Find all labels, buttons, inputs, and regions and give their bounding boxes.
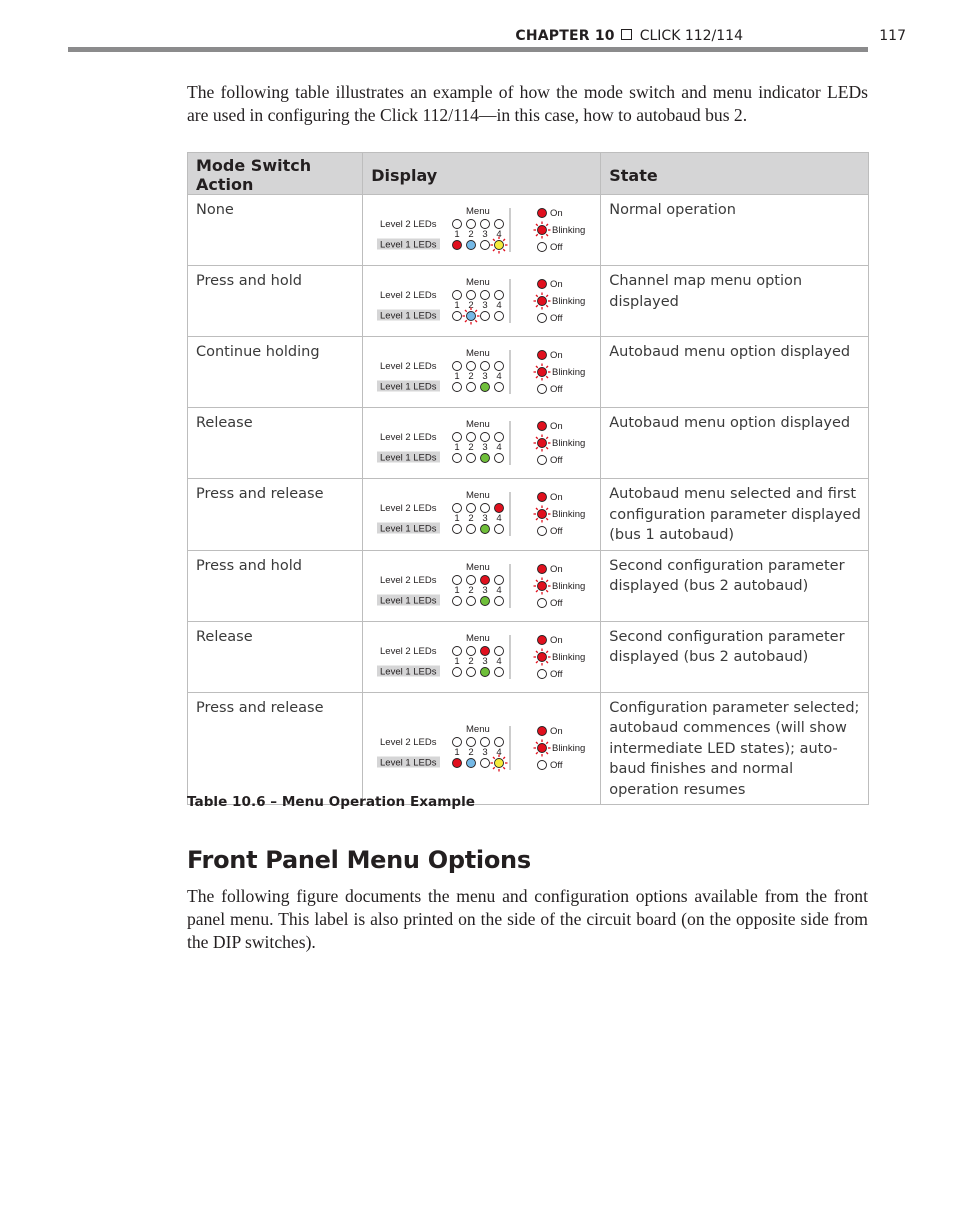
blink-ray	[536, 376, 538, 378]
led-diagram	[363, 195, 600, 265]
level1-led	[467, 525, 476, 534]
menu-operation-table	[187, 152, 869, 805]
level2-led	[453, 737, 462, 746]
level1-led	[481, 758, 490, 767]
level2-led	[495, 433, 504, 442]
level2-led	[481, 291, 490, 300]
led-number: 1	[454, 229, 460, 240]
level1-led	[467, 241, 476, 250]
state-cell: Configuration parameter selected; autobaud commences (will show intermediate LED states); auto-baud finishes and normal operation resumes	[601, 692, 869, 805]
blink-ray	[493, 756, 495, 758]
blink-ray	[546, 295, 548, 297]
blink-ray	[536, 741, 538, 743]
menu-label: Menu	[466, 277, 490, 288]
mode-action-cell: Press and hold	[188, 266, 363, 337]
state-cell: Autobaud menu selected and first configuration parameter displayed (bus 1 autobaud)	[601, 479, 869, 551]
mode-action-cell: None	[188, 195, 363, 266]
state-cell: Autobaud menu option displayed	[601, 408, 869, 479]
legend-off-label: Off	[550, 759, 563, 771]
level1-led	[467, 758, 476, 767]
led-number: 1	[454, 371, 460, 382]
legend-on-led	[538, 280, 547, 289]
table-row	[188, 408, 869, 479]
led-number: 4	[496, 371, 502, 382]
legend-off-label: Off	[550, 242, 563, 253]
legend-on-led	[538, 493, 547, 502]
legend-blinking-label: Blinking	[552, 580, 586, 592]
led-display-cell	[363, 195, 601, 266]
blink-ray	[465, 310, 467, 312]
level1-led	[467, 312, 476, 321]
table-row	[188, 550, 869, 621]
legend-on-label: On	[550, 421, 563, 432]
legend-blink-led	[538, 652, 547, 661]
menu-label: Menu	[466, 206, 490, 217]
legend-on-led	[538, 726, 547, 735]
menu-label: Menu	[466, 723, 490, 735]
level2-led	[495, 220, 504, 229]
led-number: 3	[482, 584, 488, 596]
led-display-cell	[363, 550, 601, 621]
intro-paragraph: The following table illustrates an example of how the mode switch and menu indicator LEDs are used in configuring the Click 112/114—in this case, how to autobaud bus 2.	[187, 82, 868, 125]
legend-off-led	[538, 669, 547, 678]
blink-ray	[546, 508, 548, 510]
blink-ray	[536, 518, 538, 520]
level1-led	[481, 383, 490, 392]
legend-off-label: Off	[550, 455, 563, 466]
level2-led	[481, 504, 490, 513]
blink-ray	[546, 376, 548, 378]
level1-led	[467, 596, 476, 605]
blink-ray	[536, 447, 538, 449]
level1-label: Level 1 LEDs	[380, 452, 437, 464]
level2-label: Level 2 LEDs	[380, 432, 437, 443]
menu-label: Menu	[466, 419, 490, 430]
legend-on-label: On	[550, 350, 563, 361]
legend-off-label: Off	[550, 597, 563, 609]
level2-label: Level 2 LEDs	[380, 645, 437, 657]
level2-led	[467, 433, 476, 442]
blink-ray	[493, 249, 495, 251]
level1-label: Level 1 LEDs	[380, 381, 437, 393]
legend-on-label: On	[550, 563, 563, 575]
level2-led	[467, 291, 476, 300]
level1-led	[495, 383, 504, 392]
led-number: 2	[468, 513, 474, 524]
level2-led	[467, 504, 476, 513]
column-header: Display	[363, 153, 601, 195]
legend-off-led	[538, 456, 547, 465]
legend-blinking-label: Blinking	[552, 651, 586, 663]
led-number: 4	[496, 229, 502, 240]
running-head	[515, 28, 743, 44]
led-display-cell	[363, 621, 601, 692]
legend-off-label: Off	[550, 668, 563, 680]
legend-off-led	[538, 598, 547, 607]
chapter-label: CHAPTER 10	[515, 28, 615, 44]
led-number: 1	[454, 513, 460, 524]
mode-action-cell: Continue holding	[188, 337, 363, 408]
legend-blink-led	[538, 297, 547, 306]
legend-blinking-label: Blinking	[552, 367, 586, 378]
page-number: 117	[879, 28, 906, 44]
legend-blink-led	[538, 439, 547, 448]
level1-label: Level 1 LEDs	[380, 523, 437, 535]
led-display-cell	[363, 337, 601, 408]
state-cell: Autobaud menu option displayed	[601, 337, 869, 408]
legend-on-led	[538, 209, 547, 218]
blink-ray	[536, 437, 538, 439]
blink-ray	[536, 366, 538, 368]
level2-label: Level 2 LEDs	[380, 574, 437, 586]
level1-led	[467, 454, 476, 463]
led-number: 4	[496, 513, 502, 524]
level2-led	[481, 220, 490, 229]
blink-ray	[546, 234, 548, 236]
blink-ray	[546, 579, 548, 581]
level1-led	[453, 758, 462, 767]
legend-on-led	[538, 422, 547, 431]
blink-ray	[546, 447, 548, 449]
separator-box	[621, 29, 632, 40]
led-number: 1	[454, 655, 460, 667]
blink-ray	[536, 661, 538, 663]
table-header-row	[188, 153, 869, 195]
legend-off-led	[538, 243, 547, 252]
level1-led	[481, 667, 490, 676]
blink-ray	[493, 767, 495, 769]
level1-led	[495, 312, 504, 321]
legend-blink-led	[538, 226, 547, 235]
led-number: 2	[468, 584, 474, 596]
legend-blinking-label: Blinking	[552, 225, 586, 236]
level2-led	[495, 504, 504, 513]
legend-blinking-label: Blinking	[552, 509, 586, 520]
level2-led	[495, 737, 504, 746]
legend-off-led	[538, 760, 547, 769]
level1-led	[495, 525, 504, 534]
table-row	[188, 692, 869, 805]
legend-blink-led	[538, 581, 547, 590]
legend-blinking-label: Blinking	[552, 296, 586, 307]
legend-blinking-label: Blinking	[552, 742, 586, 754]
led-diagram	[363, 408, 600, 478]
blink-ray	[465, 320, 467, 322]
legend-blink-led	[538, 510, 547, 519]
legend-on-led	[538, 635, 547, 644]
level1-led	[495, 667, 504, 676]
level1-led	[495, 596, 504, 605]
led-number: 4	[496, 584, 502, 596]
level2-led	[495, 646, 504, 655]
state-cell: Channel map menu option displayed	[601, 266, 869, 337]
level1-led	[495, 241, 504, 250]
led-number: 4	[496, 655, 502, 667]
blink-ray	[536, 508, 538, 510]
led-diagram	[363, 622, 600, 692]
led-diagram	[363, 337, 600, 407]
level2-led	[467, 220, 476, 229]
led-number: 4	[496, 300, 502, 311]
level2-led	[481, 433, 490, 442]
led-display-cell	[363, 266, 601, 337]
level2-label: Level 2 LEDs	[380, 736, 437, 748]
level1-led	[453, 596, 462, 605]
legend-on-led	[538, 564, 547, 573]
legend-blink-led	[538, 743, 547, 752]
mode-action-cell: Press and hold	[188, 550, 363, 621]
blink-ray	[546, 590, 548, 592]
led-number: 3	[482, 371, 488, 382]
menu-label: Menu	[466, 561, 490, 573]
blink-ray	[546, 661, 548, 663]
level2-led	[467, 646, 476, 655]
led-number: 2	[468, 655, 474, 667]
level2-label: Level 2 LEDs	[380, 290, 437, 301]
level2-led	[453, 291, 462, 300]
level2-led	[453, 220, 462, 229]
blink-ray	[546, 305, 548, 307]
blink-ray	[546, 518, 548, 520]
level2-label: Level 2 LEDs	[380, 219, 437, 230]
blink-ray	[503, 767, 505, 769]
table-caption: Table 10.6 – Menu Operation Example	[187, 794, 475, 810]
led-number: 1	[454, 442, 460, 453]
menu-label: Menu	[466, 632, 490, 644]
level2-led	[453, 433, 462, 442]
header-rule	[68, 47, 868, 52]
legend-off-led	[538, 527, 547, 536]
led-display-cell	[363, 692, 601, 805]
level2-led	[495, 291, 504, 300]
table-row	[188, 621, 869, 692]
blink-ray	[536, 752, 538, 754]
menu-label: Menu	[466, 348, 490, 359]
legend-blink-led	[538, 368, 547, 377]
led-number: 1	[454, 300, 460, 311]
led-number: 2	[468, 371, 474, 382]
blink-ray	[546, 752, 548, 754]
blink-ray	[503, 249, 505, 251]
blink-ray	[475, 320, 477, 322]
state-cell: Normal operation	[601, 195, 869, 266]
mode-action-cell: Release	[188, 621, 363, 692]
table-row	[188, 195, 869, 266]
blink-ray	[536, 234, 538, 236]
led-number: 3	[482, 442, 488, 453]
level1-led	[481, 525, 490, 534]
blink-ray	[546, 650, 548, 652]
led-number: 4	[496, 442, 502, 453]
level1-led	[453, 667, 462, 676]
state-cell: Second configuration parameter displayed (bus 2 autobaud)	[601, 550, 869, 621]
mode-action-cell: Release	[188, 408, 363, 479]
column-header: State	[601, 153, 869, 195]
blink-ray	[493, 239, 495, 241]
led-number: 3	[482, 300, 488, 311]
led-diagram	[363, 693, 600, 803]
level1-led	[453, 454, 462, 463]
legend-off-led	[538, 385, 547, 394]
led-diagram	[363, 266, 600, 336]
level2-led	[453, 362, 462, 371]
led-number: 2	[468, 229, 474, 240]
level1-led	[467, 383, 476, 392]
led-diagram	[363, 479, 600, 549]
blink-ray	[546, 741, 548, 743]
blink-ray	[536, 295, 538, 297]
blink-ray	[503, 239, 505, 241]
level2-led	[467, 362, 476, 371]
led-number: 1	[454, 746, 460, 758]
legend-blinking-label: Blinking	[552, 438, 586, 449]
column-header: Mode Switch Action	[188, 153, 363, 195]
level2-led	[481, 646, 490, 655]
led-number: 2	[468, 442, 474, 453]
level1-led	[481, 312, 490, 321]
level2-led	[481, 575, 490, 584]
blink-ray	[475, 310, 477, 312]
mode-action-cell: Press and release	[188, 692, 363, 805]
level2-label: Level 2 LEDs	[380, 361, 437, 372]
level1-led	[481, 454, 490, 463]
level1-led	[453, 312, 462, 321]
page-header	[68, 26, 906, 46]
table-row	[188, 337, 869, 408]
level2-led	[467, 575, 476, 584]
level1-led	[453, 383, 462, 392]
blink-ray	[546, 437, 548, 439]
blink-ray	[536, 305, 538, 307]
legend-off-label: Off	[550, 313, 563, 324]
legend-on-label: On	[550, 634, 563, 646]
level1-led	[495, 454, 504, 463]
led-number: 2	[468, 746, 474, 758]
blink-ray	[536, 590, 538, 592]
state-cell: Second configuration parameter displayed (bus 2 autobaud)	[601, 621, 869, 692]
blink-ray	[536, 224, 538, 226]
blink-ray	[536, 579, 538, 581]
led-display-cell	[363, 408, 601, 479]
product-label: CLICK 112/114	[639, 28, 743, 44]
legend-off-led	[538, 314, 547, 323]
level2-led	[453, 646, 462, 655]
level1-led	[453, 525, 462, 534]
section-heading: Front Panel Menu Options	[187, 846, 531, 874]
level1-label: Level 1 LEDs	[380, 666, 437, 677]
legend-on-label: On	[550, 279, 563, 290]
led-number: 3	[482, 746, 488, 758]
legend-off-label: Off	[550, 384, 563, 395]
led-diagram	[363, 551, 600, 621]
led-number: 3	[482, 655, 488, 667]
level2-led	[481, 737, 490, 746]
led-number: 3	[482, 229, 488, 240]
level2-led	[495, 575, 504, 584]
legend-on-led	[538, 351, 547, 360]
level2-led	[467, 737, 476, 746]
mode-action-cell: Press and release	[188, 479, 363, 551]
legend-on-label: On	[550, 208, 563, 219]
level2-led	[495, 362, 504, 371]
level2-led	[453, 504, 462, 513]
led-number: 3	[482, 513, 488, 524]
body-paragraph: The following figure documents the menu and configuration options available from the front panel menu. This label is also printed on the side of the circuit board (on the opposite side from the DIP switches).	[187, 886, 868, 952]
level2-led	[453, 575, 462, 584]
menu-label: Menu	[466, 490, 490, 501]
led-display-cell	[363, 479, 601, 551]
table-row	[188, 479, 869, 551]
table-row	[188, 266, 869, 337]
level1-label: Level 1 LEDs	[380, 757, 437, 768]
level1-led	[481, 596, 490, 605]
blink-ray	[536, 650, 538, 652]
level1-led	[453, 241, 462, 250]
blink-ray	[546, 366, 548, 368]
legend-off-label: Off	[550, 526, 563, 537]
legend-on-label: On	[550, 725, 563, 737]
level1-led	[481, 241, 490, 250]
led-number: 4	[496, 746, 502, 758]
blink-ray	[546, 224, 548, 226]
level1-led	[467, 667, 476, 676]
legend-on-label: On	[550, 492, 563, 503]
level2-led	[481, 362, 490, 371]
level1-label: Level 1 LEDs	[380, 595, 437, 606]
led-number: 2	[468, 300, 474, 311]
level1-led	[495, 758, 504, 767]
blink-ray	[503, 756, 505, 758]
level2-label: Level 2 LEDs	[380, 503, 437, 514]
level1-label: Level 1 LEDs	[380, 310, 437, 322]
led-number: 1	[454, 584, 460, 596]
level1-label: Level 1 LEDs	[380, 239, 437, 251]
